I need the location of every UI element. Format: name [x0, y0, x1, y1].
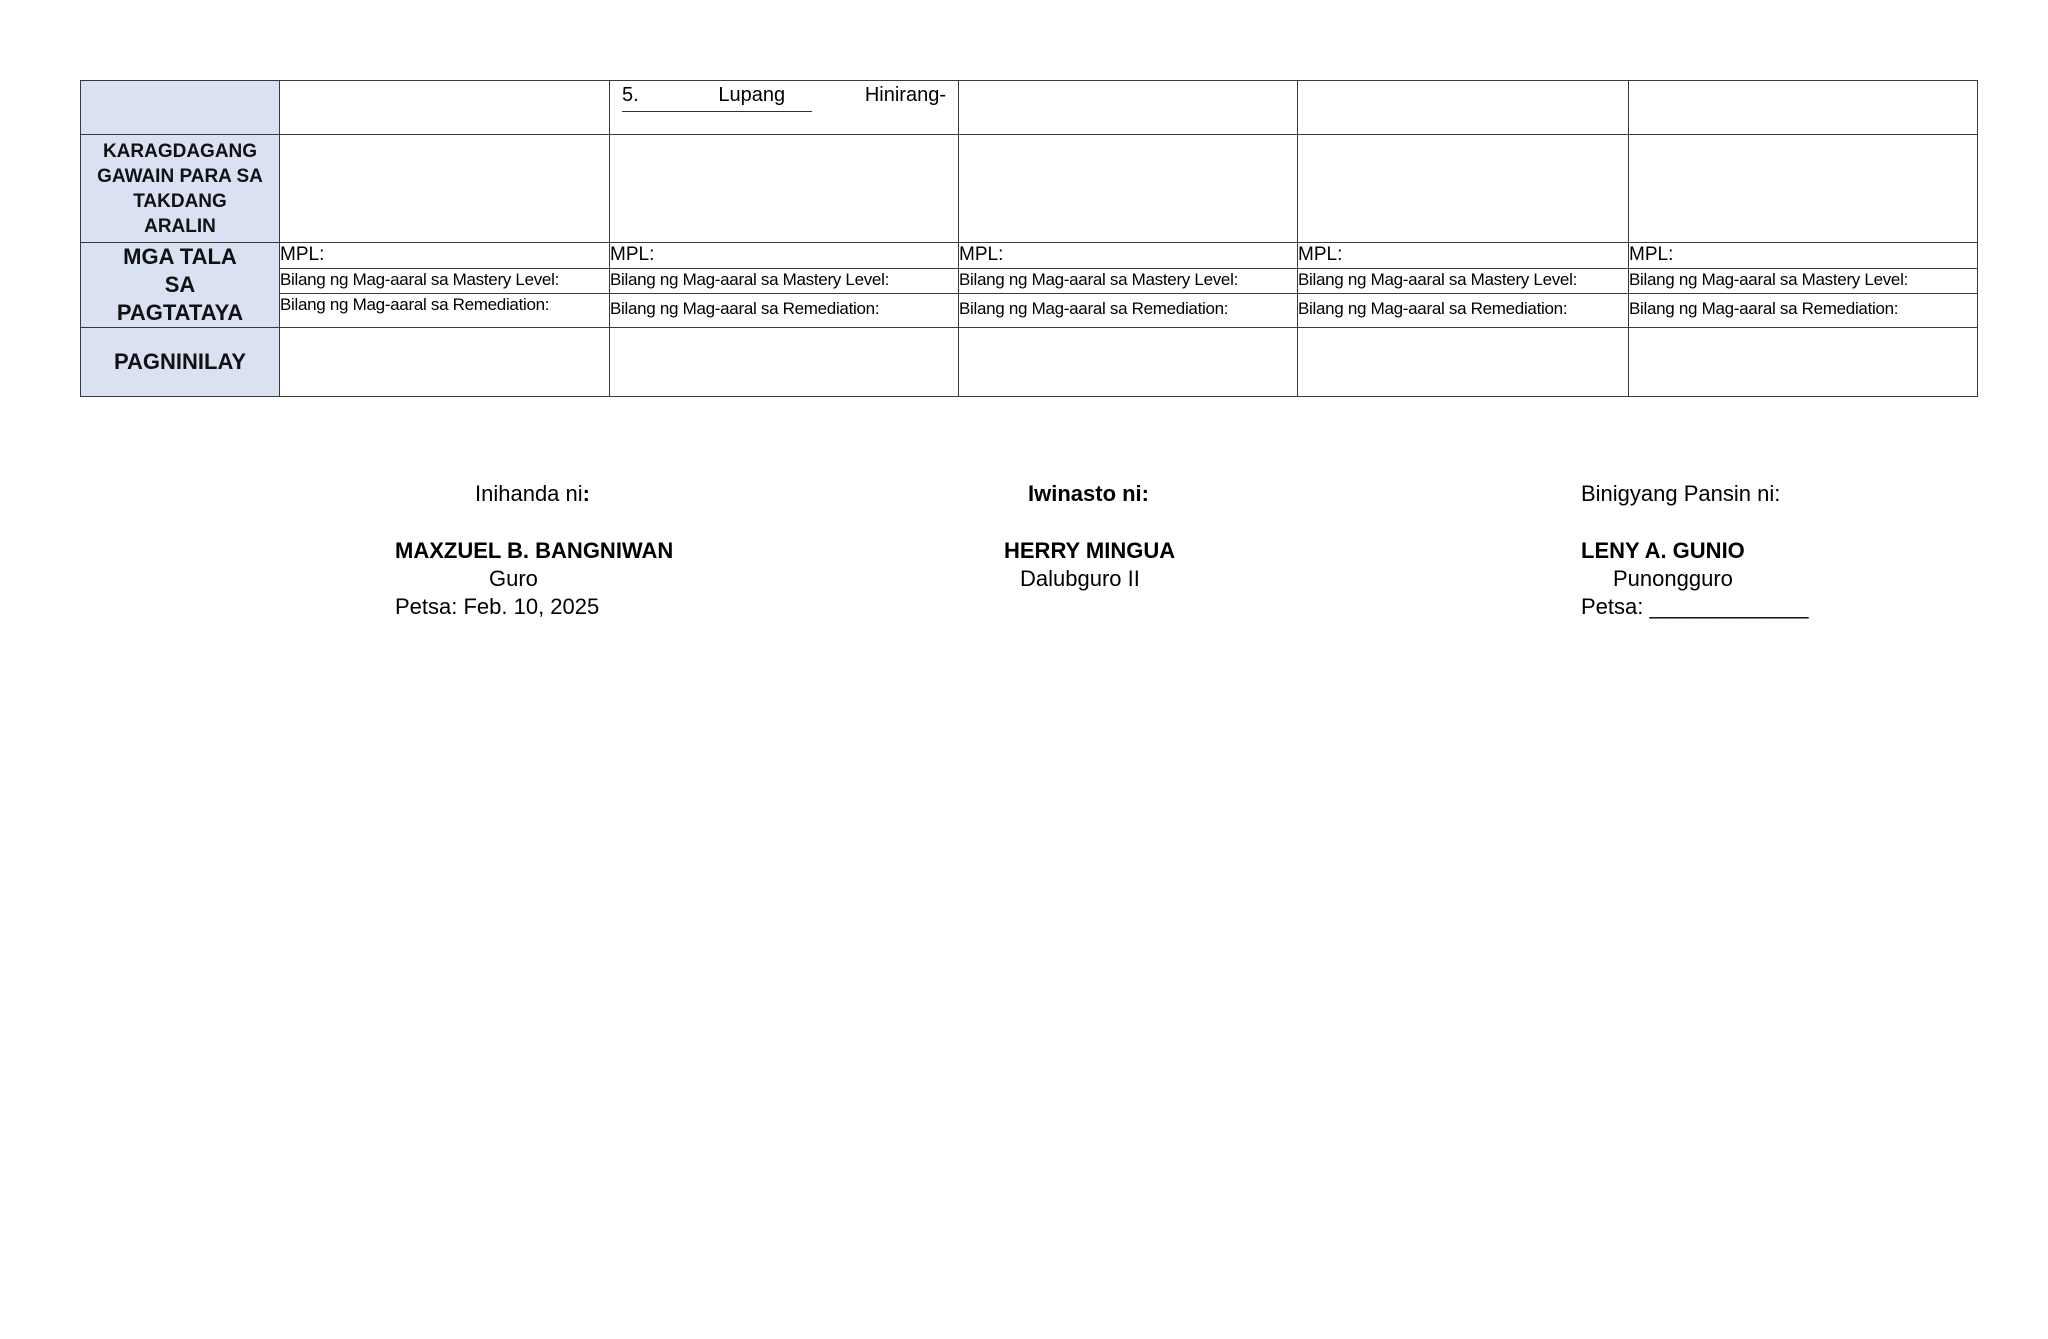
fill-in-blank-line — [622, 111, 812, 112]
remediation-label: Bilang ng Mag-aaral sa Remediation: — [610, 293, 959, 327]
prepared-by-title: Guro — [489, 566, 538, 591]
row-header-pagninilay: PAGNINILAY — [81, 328, 280, 397]
table-cell — [959, 328, 1298, 397]
mastery-level-label: Bilang ng Mag-aaral sa Mastery Level: — [280, 269, 610, 293]
checked-by-label: Iwinasto ni: — [1028, 481, 1149, 506]
mpl-label: MPL: — [1298, 243, 1629, 269]
table-row — [81, 243, 1978, 269]
table-cell — [280, 328, 610, 397]
remediation-label: Bilang ng Mag-aaral sa Remediation: — [1298, 293, 1629, 327]
table-cell — [1298, 328, 1629, 397]
noted-by-name: LENY A. GUNIO — [1581, 538, 1745, 563]
table-row — [81, 269, 1978, 293]
mpl-label: MPL: — [280, 243, 610, 269]
prepared-by-label: Inihanda ni: — [475, 481, 590, 506]
list-item: 5. Lupang Hinirang- — [622, 84, 946, 106]
mpl-label: MPL: — [959, 243, 1298, 269]
table-cell — [610, 328, 959, 397]
table-row — [81, 135, 1978, 243]
prepared-by-date: Petsa: Feb. 10, 2025 — [395, 594, 600, 619]
mastery-level-label: Bilang ng Mag-aaral sa Mastery Level: — [1298, 269, 1629, 293]
prepared-by-name: MAXZUEL B. BANGNIWAN — [395, 538, 674, 563]
noted-by-date: Petsa: _____________ — [1581, 594, 1809, 619]
table-cell — [1629, 135, 1978, 243]
table-cell — [959, 135, 1298, 243]
mpl-label: MPL: — [610, 243, 959, 269]
table-cell — [280, 135, 610, 243]
table-row — [81, 293, 1978, 327]
noted-by-title: Punongguro — [1613, 566, 1733, 591]
table-cell — [280, 81, 610, 135]
noted-by-label: Binigyang Pansin ni: — [1581, 481, 1781, 506]
remediation-label: Bilang ng Mag-aaral sa Remediation: — [959, 293, 1298, 327]
lesson-plan-table — [80, 80, 1978, 397]
row-header-mga-tala-sa-pagtataya: MGA TALA SA PAGTATAYA — [81, 243, 280, 328]
mpl-label: MPL: — [1629, 243, 1978, 269]
remediation-label: Bilang ng Mag-aaral sa Remediation: — [1629, 293, 1978, 327]
row-header-empty — [81, 81, 280, 135]
table-cell — [1629, 328, 1978, 397]
table-cell — [1298, 135, 1629, 243]
mastery-level-label: Bilang ng Mag-aaral sa Mastery Level: — [610, 269, 959, 293]
row-header-karagdagang-gawain: KARAGDAGANG GAWAIN PARA SA TAKDANG ARALIN — [81, 135, 280, 243]
remediation-label: Bilang ng Mag-aaral sa Remediation: — [280, 293, 610, 327]
checked-by-name: HERRY MINGUA — [1004, 538, 1176, 563]
table-cell — [610, 81, 959, 135]
table-row — [81, 328, 1978, 397]
table-cell — [610, 135, 959, 243]
table-cell — [1298, 81, 1629, 135]
table-cell — [1629, 81, 1978, 135]
mastery-level-label: Bilang ng Mag-aaral sa Mastery Level: — [959, 269, 1298, 293]
table-cell — [959, 81, 1298, 135]
checked-by-title: Dalubguro II — [1020, 566, 1140, 591]
mastery-level-label: Bilang ng Mag-aaral sa Mastery Level: — [1629, 269, 1978, 293]
table-row — [81, 81, 1978, 135]
